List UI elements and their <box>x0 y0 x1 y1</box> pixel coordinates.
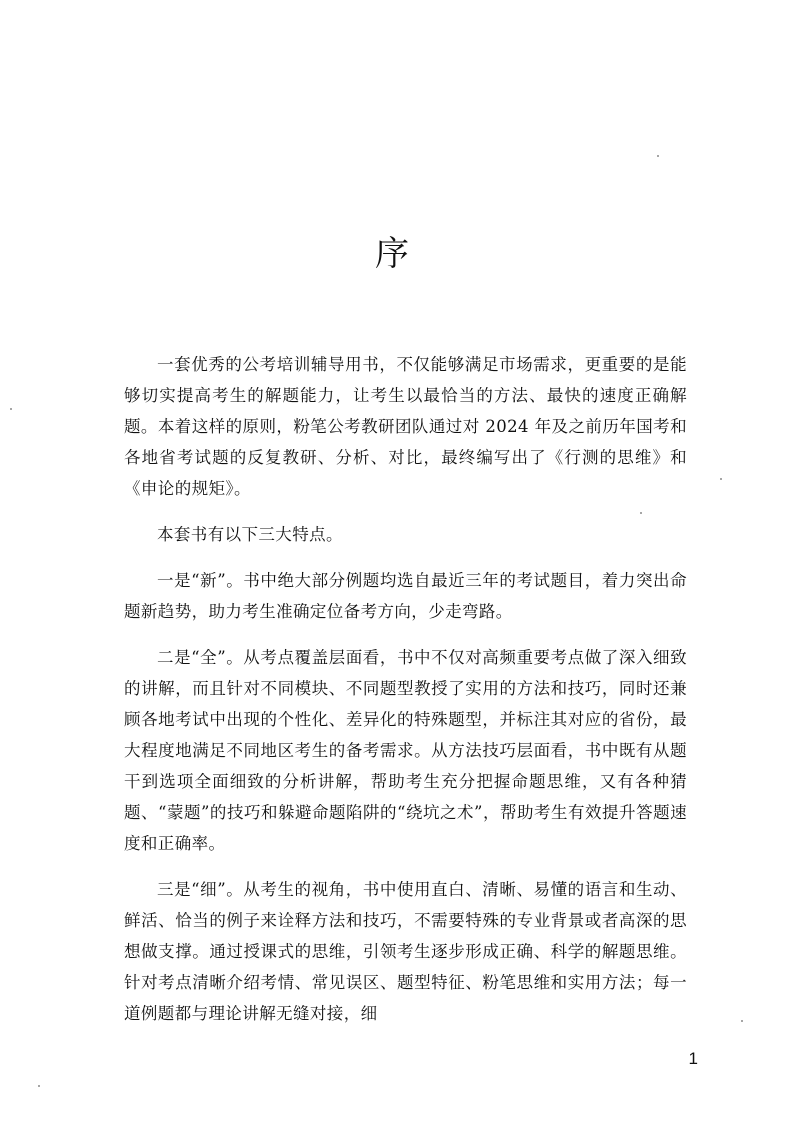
scan-speck <box>10 408 12 410</box>
scan-speck <box>720 478 722 480</box>
paragraph-feature-new: 一是“新”。书中绝大部分例题均选自最近三年的考试题目，着力突出命题新趋势，助力考生准确定位备考方向，少走弯路。 <box>124 571 687 621</box>
paragraph-intro: 一套优秀的公考培训辅导用书，不仅能够满足市场需求，更重要的是能够切实提高考生的解题能力，让考生以最恰当的方法、最快的速度正确解题。本着这样的原则，粉笔公考教研团队通过对 2024 年及之前历年国考和各地省考试题的反复教研、分析、对比，最终编写出了《行测的思维》和《申论的规矩》。 <box>124 355 687 498</box>
scan-speck <box>741 1020 743 1022</box>
paragraph-features-heading: 本套书有以下三大特点。 <box>157 525 343 544</box>
paragraph-feature-detailed: 三是“细”。从考生的视角，书中使用直白、清晰、易懂的语言和生动、鲜活、恰当的例子来诠释方法和技巧，不需要特殊的专业背景或者高深的思想做支撑。通过授课式的思维，引领考生逐步形成正确、科学的解题思维。针对考点清晰介绍考情、常见误区、题型特征、粉笔思维和实用方法；每一道例题都与理论讲解无缝对接，细 <box>124 880 687 1023</box>
preface-body <box>124 349 687 1029</box>
scan-speck <box>640 512 642 514</box>
page-number: 1 <box>688 1049 698 1068</box>
page-title: 序 <box>375 234 411 274</box>
scan-speck <box>38 1085 40 1087</box>
scan-speck <box>657 155 659 157</box>
paragraph-feature-complete: 二是“全”。从考点覆盖层面看，书中不仅对高频重要考点做了深入细致的讲解，而且针对不同模块、不同题型教授了实用的方法和技巧，同时还兼顾各地考试中出现的个性化、差异化的特殊题型，并标注其对应的省份，最大程度地满足不同地区考生的备考需求。从方法技巧层面看，书中既有从题干到选项全面细致的分析讲解，帮助考生充分把握命题思维，又有各种猜题、“蒙题”的技巧和躲避命题陷阱的“绕坑之术”，帮助考生有效提升答题速度和正确率。 <box>124 648 687 853</box>
